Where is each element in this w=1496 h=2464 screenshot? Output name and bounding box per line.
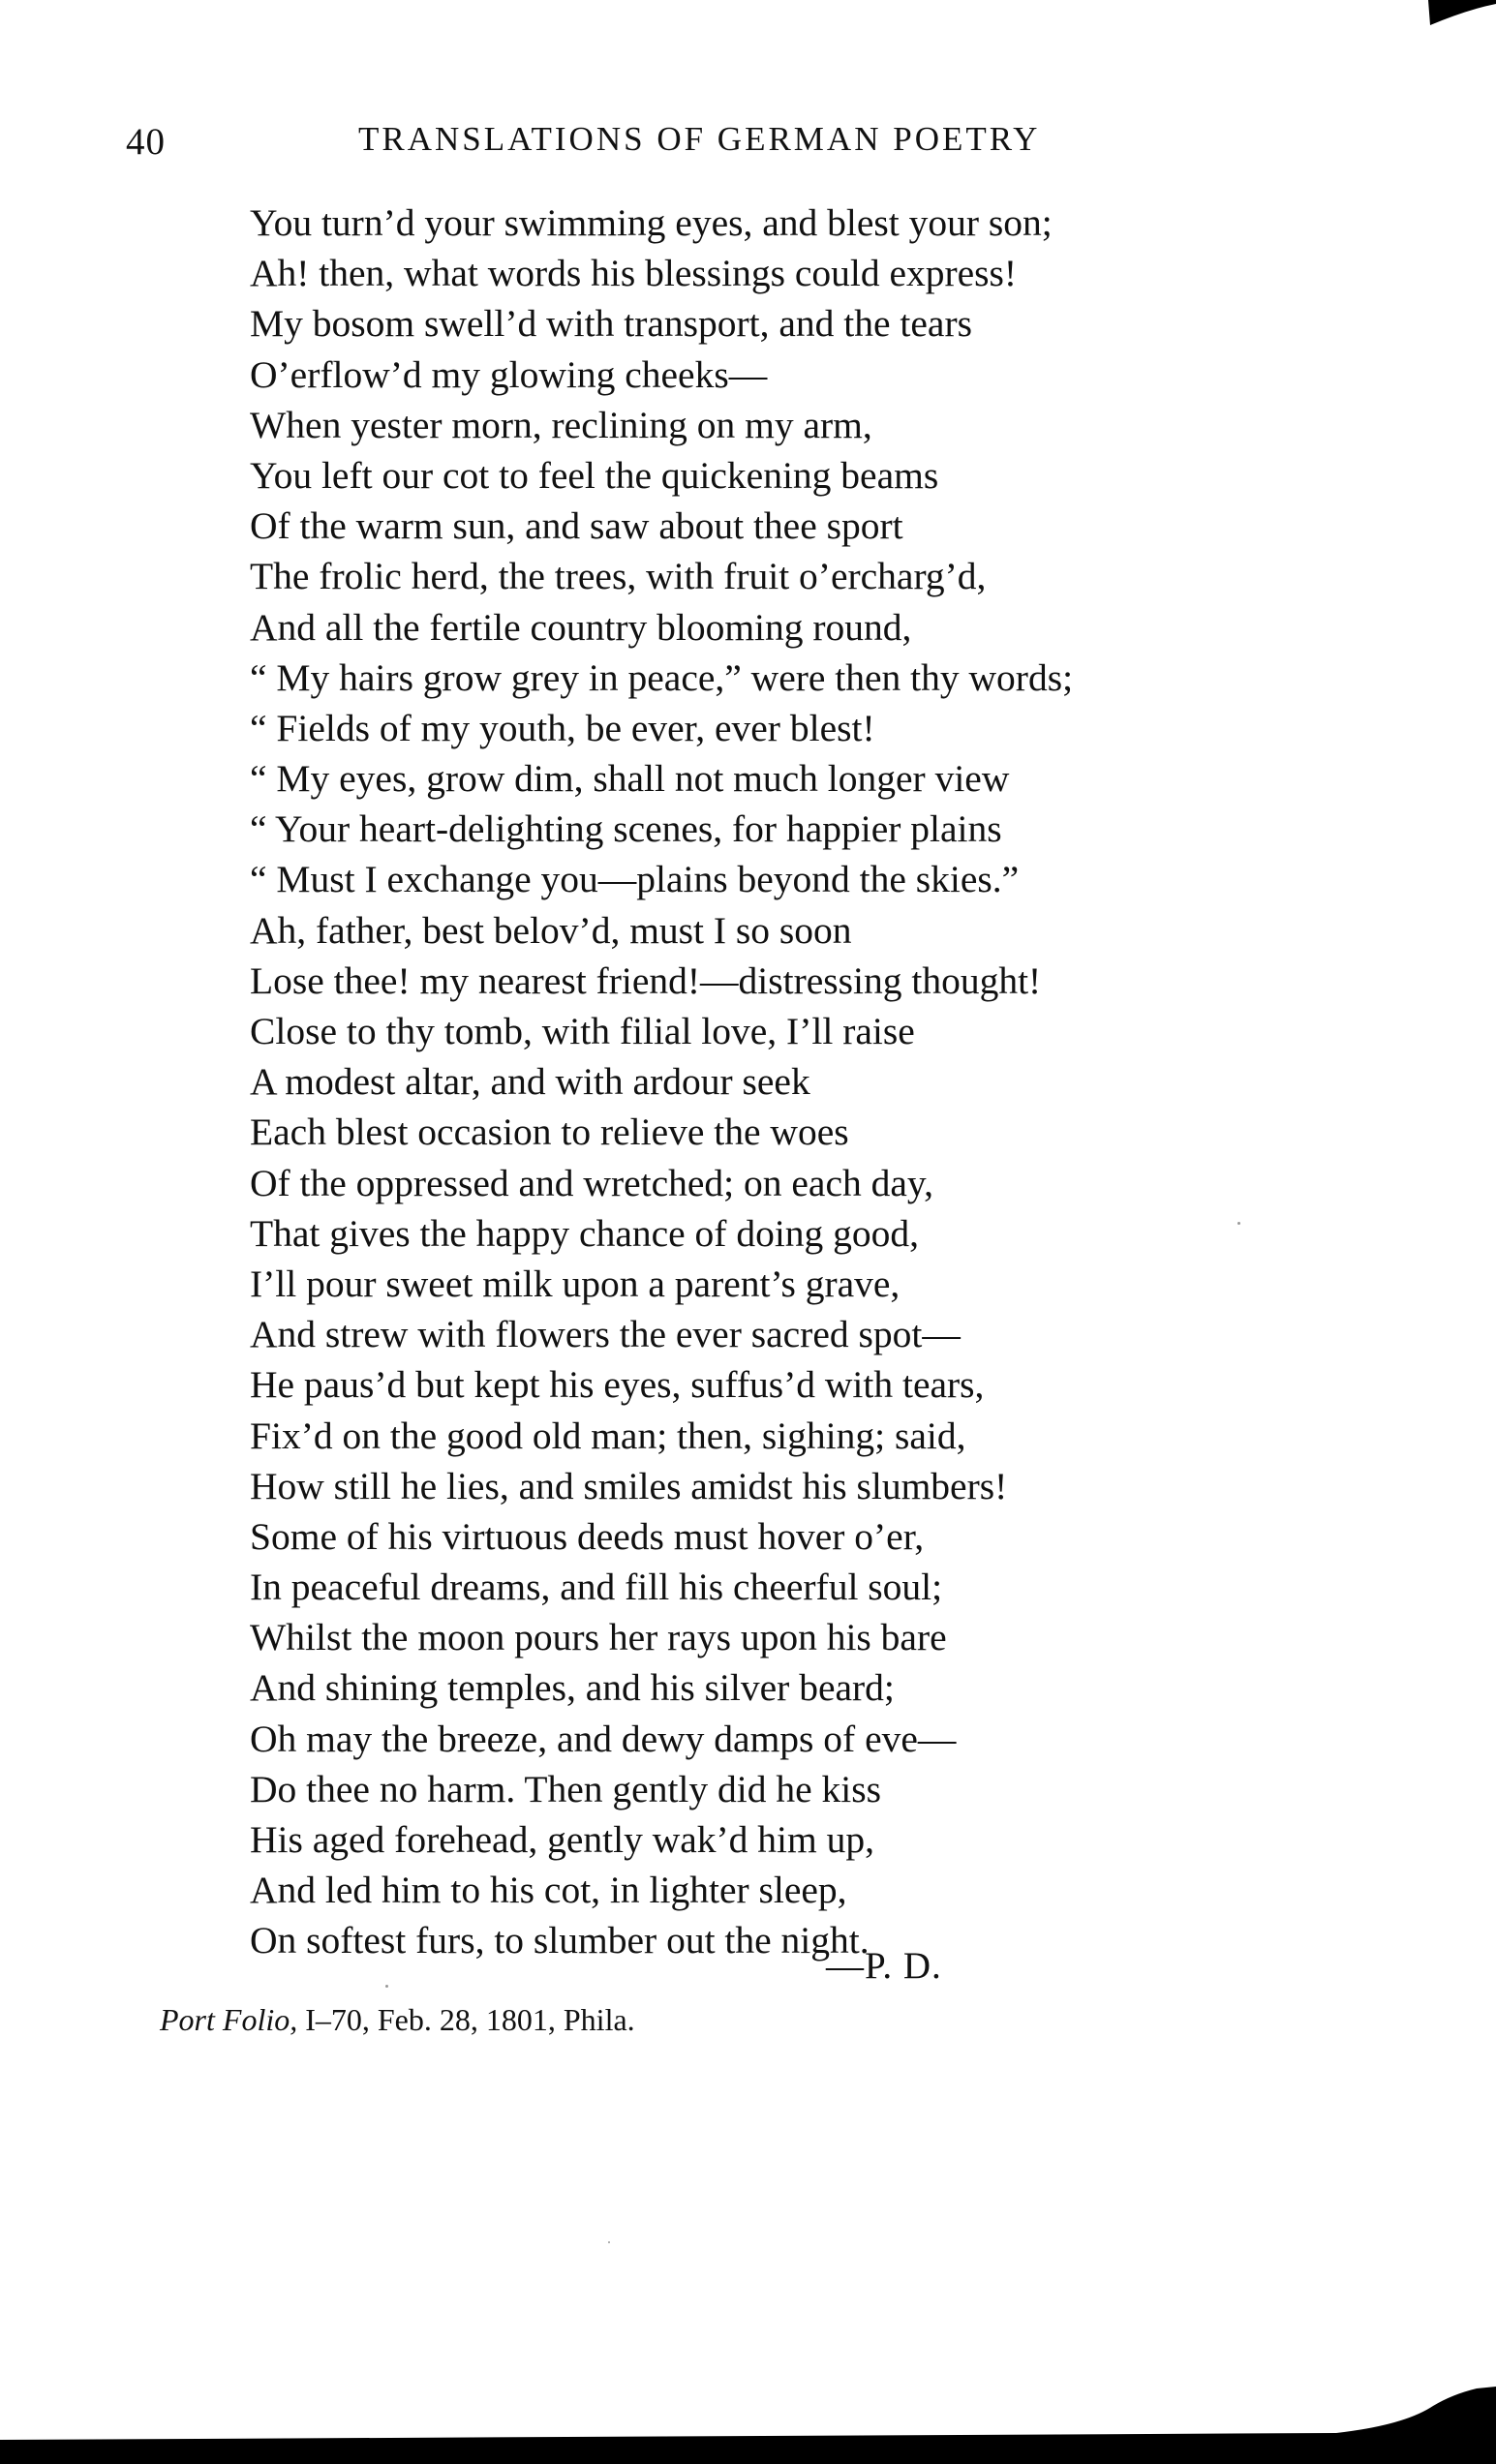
page-number: 40: [126, 121, 166, 163]
poem-line: Of the warm sun, and saw about thee sport: [250, 504, 903, 548]
scan-edge-mark-top: [1419, 0, 1496, 29]
poem-line: On softest furs, to slumber out the night.: [250, 1919, 870, 1962]
poem-line: Do thee no harm. Then gently did he kiss: [250, 1767, 882, 1810]
scan-edge-shadow-bottom: [0, 2367, 1496, 2464]
poem-line: Each blest occasion to relieve the woes: [250, 1110, 849, 1154]
poem-line: A modest altar, and with ardour seek: [250, 1060, 810, 1104]
poem-line: You left our cot to feel the quickening beams: [250, 453, 939, 497]
poem-line: His aged forehead, gently wak’d him up,: [250, 1818, 874, 1861]
source-citation: [160, 2002, 635, 2038]
poem-line: Of the oppressed and wretched; on each day,: [250, 1161, 933, 1204]
poem-line: Lose thee! my nearest friend!—distressing thought!: [250, 958, 1042, 1002]
poem-line: You turn’d your swimming eyes, and blest your son;: [250, 201, 1053, 244]
running-head: TRANSLATIONS OF GERMAN POETRY: [358, 120, 1041, 158]
poem-line: That gives the happy chance of doing good,: [250, 1211, 920, 1255]
poem-line: And shining temples, and his silver beard;: [250, 1666, 895, 1710]
poem-line: “ Your heart-delighting scenes, for happier plains: [250, 807, 1002, 851]
poem-line: Ah! then, what words his blessings could express!: [250, 252, 1018, 295]
citation-details: I–70, Feb. 28, 1801, Phila.: [305, 2002, 635, 2037]
poem-line: And all the fertile country blooming round,: [250, 605, 912, 649]
poem-line: Some of his virtuous deeds must hover o’er,: [250, 1514, 925, 1558]
poem-line: “ Must I exchange you—plains beyond the skies.”: [250, 858, 1020, 901]
poem-line: O’erflow’d my glowing cheeks—: [250, 352, 768, 396]
poem-line: He paus’d but kept his eyes, suffus’d with tears,: [250, 1363, 985, 1407]
poem-line: I’ll pour sweet milk upon a parent’s grave,: [250, 1262, 901, 1305]
scan-speck: [385, 1985, 388, 1988]
poem-line: “ Fields of my youth, be ever, ever blest!: [250, 706, 875, 749]
poem-line: In peaceful dreams, and fill his cheerful soul;: [250, 1566, 943, 1609]
poem-line: My bosom swell’d with transport, and the tears: [250, 302, 972, 346]
poem-body: [250, 198, 1073, 1966]
poem-line: “ My hairs grow grey in peace,” were then thy words;: [250, 655, 1074, 699]
citation-journal: Port Folio,: [160, 2002, 298, 2037]
poem-line: Ah, father, best belov’d, must I so soon: [250, 908, 852, 952]
poem-line: Oh may the breeze, and dewy damps of eve—: [250, 1717, 957, 1760]
poem-line: Close to thy tomb, with filial love, I’ll raise: [250, 1010, 915, 1052]
scan-speck: [1237, 1222, 1240, 1225]
poem-line: Whilst the moon pours her rays upon his bare: [250, 1616, 947, 1659]
poem-line: How still he lies, and smiles amidst his slumbers!: [250, 1464, 1008, 1507]
poem-line: The frolic herd, the trees, with fruit o’ercharg’d,: [250, 555, 987, 598]
poem-line: And strew with flowers the ever sacred spot—: [250, 1313, 961, 1356]
poem-signature: —P. D.: [826, 1945, 942, 1987]
poem-line: “ My eyes, grow dim, shall not much longer view: [250, 757, 1010, 801]
poem-line: When yester morn, reclining on my arm,: [250, 403, 872, 446]
poem-line: And led him to his cot, in lighter sleep,: [250, 1869, 847, 1912]
poem-line: Fix’d on the good old man; then, sighing; said,: [250, 1414, 966, 1457]
scan-speck: [608, 2241, 610, 2243]
